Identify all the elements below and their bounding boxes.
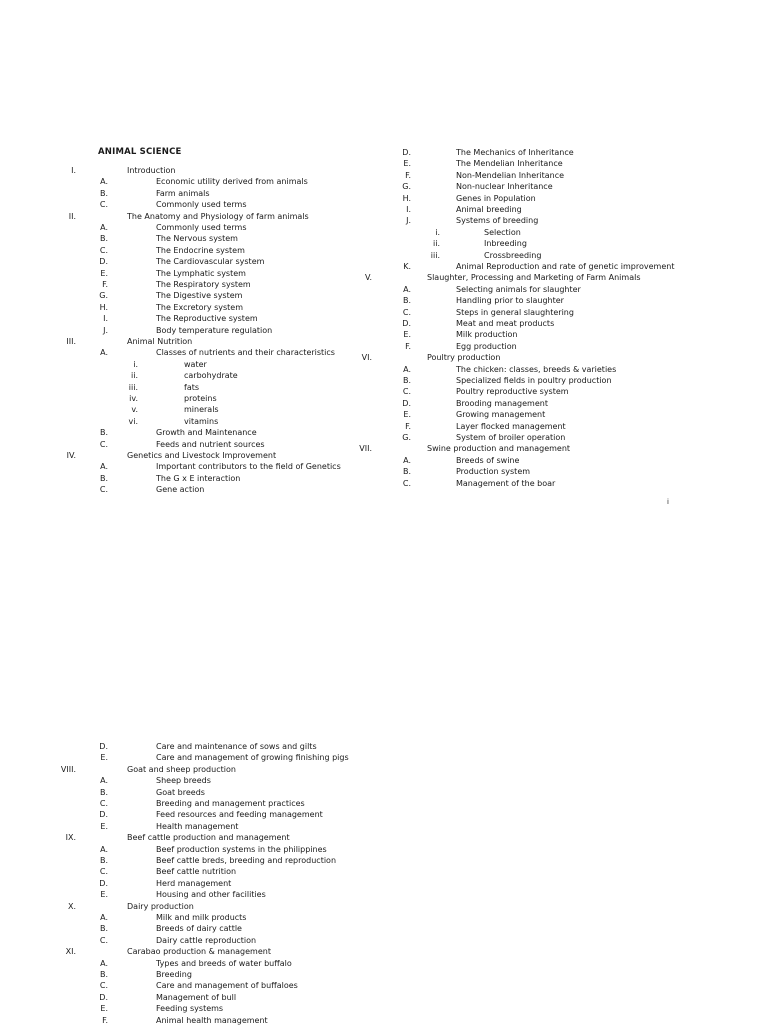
outline-item-text: Specialized fields in poultry production: [456, 376, 612, 385]
outline-item-text: vitamins: [184, 417, 219, 426]
outline-item-number: A.: [100, 959, 108, 968]
outline-item-number: III.: [66, 337, 76, 346]
outline-item-text: Non-nuclear Inheritance: [456, 182, 553, 191]
outline-item-number: F.: [102, 1016, 108, 1025]
outline-item-number: G.: [99, 291, 108, 300]
outline-item-text: The chicken: classes, breeds & varieties: [456, 365, 617, 374]
outline-item-number: A.: [100, 462, 108, 471]
outline-item-number: D.: [99, 993, 108, 1002]
outline-item-text: Dairy production: [127, 902, 194, 911]
outline-item-number: A.: [403, 365, 411, 374]
outline-item-text: Genes in Population: [456, 194, 536, 203]
outline-item-text: Body temperature regulation: [156, 326, 273, 335]
outline-item-text: Swine production and management: [427, 444, 571, 453]
outline-item-text: Selecting animals for slaughter: [456, 285, 581, 294]
outline-item-number: C.: [99, 981, 108, 990]
outline-item-number: X.: [67, 902, 76, 911]
outline-item-text: The Cardiovascular system: [156, 257, 265, 266]
outline-item-text: Inbreeding: [484, 239, 527, 248]
outline-item-number: iii.: [128, 383, 138, 392]
outline-item-number: F.: [405, 171, 411, 180]
outline-item-number: J.: [103, 326, 108, 335]
outline-item-number: C.: [99, 246, 108, 255]
outline-item-text: The G x E interaction: [156, 474, 241, 483]
outline-item-number: C.: [99, 867, 108, 876]
outline-item-text: Steps in general slaughtering: [456, 308, 574, 317]
outline-item-text: Beef cattle production and management: [127, 833, 290, 842]
outline-item-number: H.: [402, 194, 411, 203]
outline-item-number: E.: [100, 890, 108, 899]
outline-item-number: F.: [405, 422, 411, 431]
outline-item-text: proteins: [184, 394, 217, 403]
outline-item-text: carbohydrate: [184, 371, 238, 380]
outline-item-text: Animal Reproduction and rate of genetic improvement: [456, 262, 675, 271]
outline-item-text: Herd management: [156, 879, 232, 888]
outline-item-number: IV.: [66, 451, 76, 460]
outline-item-text: Production system: [456, 467, 531, 476]
outline-item-text: The Reproductive system: [156, 314, 258, 323]
outline-item-number: B.: [99, 788, 108, 797]
outline-item-text: The Endocrine system: [156, 246, 245, 255]
outline-item-number: B.: [99, 428, 108, 437]
outline-item-text: Breeding and management practices: [156, 799, 305, 808]
outline-item-number: D.: [402, 148, 411, 157]
outline-item-number: C.: [99, 936, 108, 945]
outline-item-number: E.: [100, 753, 108, 762]
outline-item-text: The Digestive system: [156, 291, 243, 300]
document-title: ANIMAL SCIENCE: [98, 147, 182, 157]
outline-item-text: Housing and other facilities: [156, 890, 266, 899]
outline-item-text: Economic utility derived from animals: [156, 177, 308, 186]
outline-item-number: E.: [100, 1004, 108, 1013]
outline-item-number: A.: [100, 177, 108, 186]
outline-item-number: D.: [402, 319, 411, 328]
outline-item-text: Goat breeds: [156, 788, 205, 797]
outline-item-text: Animal Nutrition: [127, 337, 193, 346]
outline-item-number: VIII.: [60, 765, 76, 774]
outline-item-number: F.: [102, 280, 108, 289]
outline-item-number: C.: [402, 387, 411, 396]
outline-item-text: Selection: [484, 228, 521, 237]
outline-item-text: Management of the boar: [456, 479, 556, 488]
outline-item-text: Feeds and nutrient sources: [156, 440, 265, 449]
outline-item-text: Farm animals: [156, 189, 210, 198]
outline-item-number: K.: [403, 262, 411, 271]
outline-item-text: The Mendelian Inheritance: [456, 159, 563, 168]
outline-item-text: Beef production systems in the philippines: [156, 845, 327, 854]
outline-item-text: The Anatomy and Physiology of farm animals: [127, 212, 309, 221]
outline-item-text: Animal breeding: [456, 205, 522, 214]
outline-item-number: A.: [403, 456, 411, 465]
outline-item-number: I.: [103, 314, 108, 323]
outline-item-number: G.: [402, 182, 411, 191]
outline-item-number: B.: [99, 474, 108, 483]
outline-item-text: The Respiratory system: [156, 280, 251, 289]
outline-item-number: D.: [99, 879, 108, 888]
outline-item-number: D.: [99, 257, 108, 266]
outline-item-number: I.: [71, 166, 76, 175]
outline-item-number: G.: [402, 433, 411, 442]
outline-item-text: Care and maintenance of sows and gilts: [156, 742, 317, 751]
outline-item-number: J.: [406, 216, 411, 225]
outline-item-number: C.: [99, 485, 108, 494]
outline-item-text: fats: [184, 383, 200, 392]
outline-item-text: The Excretory system: [156, 303, 244, 312]
outline-item-text: Beef cattle nutrition: [156, 867, 237, 876]
outline-item-text: minerals: [184, 405, 219, 414]
outline-item-number: VI.: [361, 353, 372, 362]
outline-item-number: E.: [403, 410, 411, 419]
outline-item-number: C.: [402, 479, 411, 488]
outline-item-text: Egg production: [456, 342, 517, 351]
outline-item-text: Systems of breeding: [456, 216, 539, 225]
outline-item-number: IX.: [65, 833, 76, 842]
outline-item-number: i.: [133, 360, 138, 369]
outline-item-number: H.: [99, 303, 108, 312]
outline-item-text: Milk and milk products: [156, 913, 247, 922]
outline-item-text: Health management: [156, 822, 239, 831]
outline-item-text: Dairy cattle reproduction: [156, 936, 257, 945]
outline-item-text: Commonly used terms: [156, 200, 247, 209]
outline-item-number: V.: [365, 273, 372, 282]
outline-item-text: Layer flocked management: [456, 422, 566, 431]
outline-item-number: A.: [100, 776, 108, 785]
outline-item-text: Poultry reproductive system: [456, 387, 569, 396]
outline-item-text: The Nervous system: [156, 234, 238, 243]
outline-item-text: Breeds of swine: [456, 456, 520, 465]
outline-item-number: B.: [99, 189, 108, 198]
outline-item-number: B.: [402, 296, 411, 305]
outline-item-number: E.: [100, 269, 108, 278]
outline-item-number: C.: [99, 440, 108, 449]
outline-item-text: Classes of nutrients and their characteristics: [156, 348, 335, 357]
outline-item-number: I.: [406, 205, 411, 214]
outline-item-text: Growing management: [456, 410, 546, 419]
outline-item-number: C.: [99, 799, 108, 808]
outline-item-number: C.: [99, 200, 108, 209]
outline-item-number: E.: [403, 330, 411, 339]
outline-item-text: Goat and sheep production: [127, 765, 236, 774]
outline-item-text: Care and management of growing finishing pigs: [156, 753, 349, 762]
outline-item-number: B.: [99, 856, 108, 865]
outline-item-number: i.: [435, 228, 440, 237]
outline-item-text: Care and management of buffaloes: [156, 981, 298, 990]
outline-item-number: A.: [100, 223, 108, 232]
outline-item-text: Types and breeds of water buffalo: [156, 959, 292, 968]
outline-item-number: E.: [403, 159, 411, 168]
outline-item-text: Brooding management: [456, 399, 548, 408]
outline-item-text: Beef cattle breds, breeding and reproduction: [156, 856, 337, 865]
outline-item-text: Feed resources and feeding management: [156, 810, 323, 819]
outline-item-text: Breeding: [156, 970, 192, 979]
outline-item-number: D.: [99, 810, 108, 819]
outline-item-number: ii.: [131, 371, 138, 380]
outline-item-text: Meat and meat products: [456, 319, 555, 328]
outline-item-text: water: [184, 360, 207, 369]
outline-item-text: Breeds of dairy cattle: [156, 924, 242, 933]
outline-item-number: B.: [99, 924, 108, 933]
outline-item-text: Poultry production: [427, 353, 501, 362]
outline-item-number: iv.: [129, 394, 138, 403]
outline-item-text: Carabao production & management: [127, 947, 271, 956]
page-number: i: [667, 498, 669, 506]
outline-item-number: ii.: [433, 239, 440, 248]
outline-item-number: B.: [99, 234, 108, 243]
outline-item-text: Sheep breeds: [156, 776, 211, 785]
outline-item-text: Slaughter, Processing and Marketing of Farm Animals: [427, 273, 641, 282]
outline-item-number: B.: [402, 376, 411, 385]
outline-item-text: Animal health management: [156, 1016, 268, 1025]
outline-item-text: Gene action: [156, 485, 205, 494]
outline-item-text: Commonly used terms: [156, 223, 247, 232]
outline-item-text: System of broiler operation: [456, 433, 566, 442]
outline-item-number: A.: [100, 913, 108, 922]
outline-item-text: Important contributors to the field of Genetics: [156, 462, 341, 471]
outline-item-number: XI.: [65, 947, 76, 956]
outline-item-number: A.: [100, 845, 108, 854]
outline-item-number: VII.: [359, 444, 372, 453]
outline-item-number: B.: [99, 970, 108, 979]
outline-item-text: Growth and Maintenance: [156, 428, 257, 437]
outline-item-number: D.: [99, 742, 108, 751]
outline-item-text: The Mechanics of Inheritance: [456, 148, 574, 157]
outline-item-text: Feeding systems: [156, 1004, 224, 1013]
outline-item-number: F.: [405, 342, 411, 351]
outline-item-number: E.: [100, 822, 108, 831]
outline-item-number: iii.: [430, 251, 440, 260]
outline-item-number: A.: [100, 348, 108, 357]
outline-item-text: Milk production: [456, 330, 518, 339]
outline-item-number: A.: [403, 285, 411, 294]
outline-item-number: v.: [131, 405, 138, 414]
outline-item-text: Handling prior to slaughter: [456, 296, 564, 305]
outline-item-text: Introduction: [127, 166, 176, 175]
outline-item-number: II.: [68, 212, 76, 221]
outline-item-text: Management of bull: [156, 993, 237, 1002]
outline-item-text: Crossbreeding: [484, 251, 542, 260]
outline-item-number: C.: [402, 308, 411, 317]
outline-item-text: The Lymphatic system: [156, 269, 246, 278]
outline-item-number: D.: [402, 399, 411, 408]
outline-item-text: Non-Mendelian Inheritance: [456, 171, 565, 180]
outline-item-text: Genetics and Livestock Improvement: [127, 451, 277, 460]
outline-item-number: B.: [402, 467, 411, 476]
outline-item-number: vi.: [128, 417, 138, 426]
